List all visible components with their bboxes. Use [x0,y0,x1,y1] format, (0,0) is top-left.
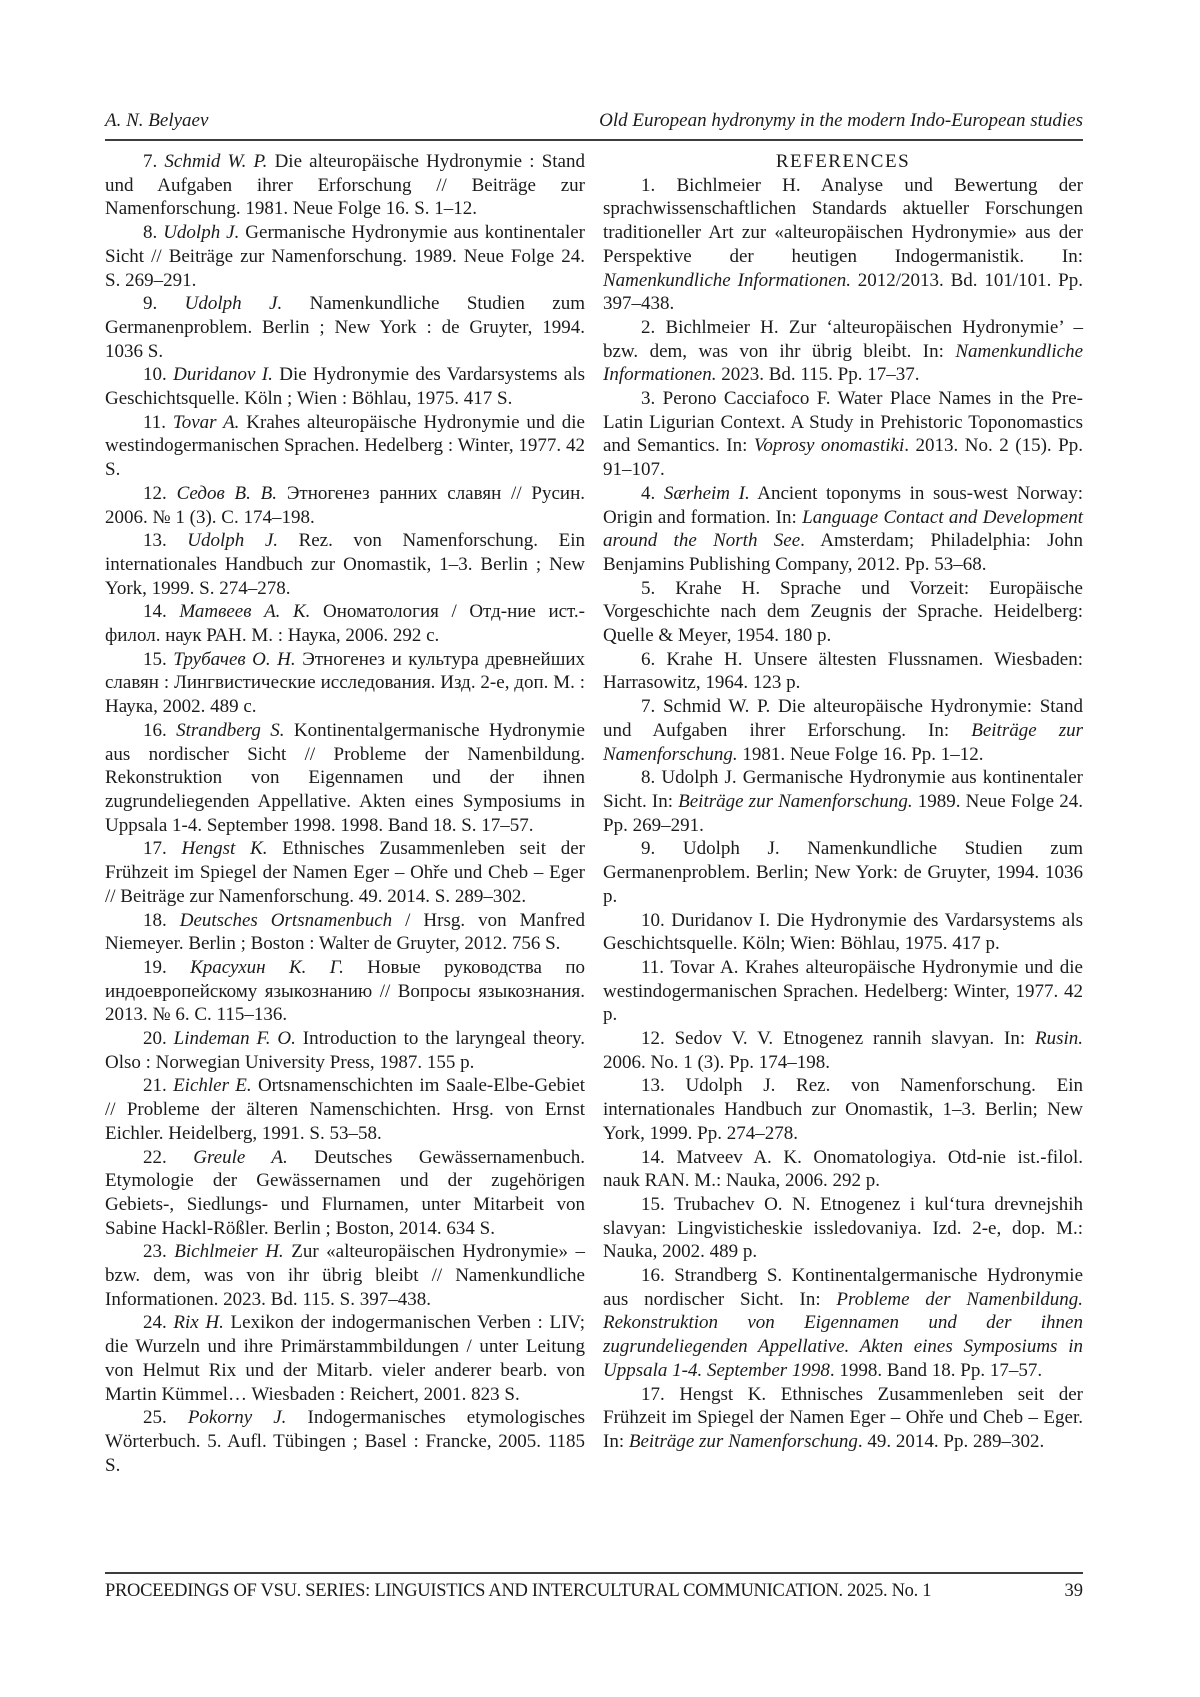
reference-text-segment: . 2013. No. 2 (15). Pp. 91–107. [603,435,1083,481]
reference-item [105,909,585,956]
reference-text-segment: 16. Strandberg S. Kontinentalgermanische Hydronymie aus nordischer Sicht. In: [603,1265,1083,1310]
reference-item [603,837,1083,908]
reference-text-segment: 8. Udolph J. Germanische Hydronymie aus kontinentaler Sicht. In: [603,767,1083,812]
reference-text-segment: . 1998. Band 18. Pp. 17–57. [829,1359,1043,1381]
reference-item [105,411,585,482]
reference-item [603,956,1083,1027]
reference-italic-segment: Udolph J. [187,530,279,552]
reference-italic-segment: Namenkundliche Informationen. [603,269,851,291]
reference-text-segment: Этногенез ранних славян // Русин. 2006. № 1 (3). С. 174–198. [105,482,586,528]
reference-item [603,1193,1083,1264]
reference-text-segment: Новые руководства по индоевропейскому языкознанию // Вопросы языкознания. 2013. № 6. С. 115–136. [105,956,585,1026]
reference-text-segment: 1981. Neue Folge 16. Pp. 1–12. [737,743,984,765]
reference-text-segment: 10. Duridanov I. Die Hydronymie des Vardarsystems als Geschichtsquelle. Köln; Wien: Böhlau, 1975. 417 p. [603,909,1083,955]
reference-text-segment: 5. Krahe H. Sprache und Vorzeit: Europäische Vorgeschichte nach dem Zeugnis der Sprache. Heidelberg: Quelle & Meyer, 1954. 180 p. [603,577,1083,647]
reference-text-segment: 12. [143,482,177,504]
reference-item [603,387,1083,482]
reference-italic-segment: Трубачев О. Н. [173,648,296,670]
reference-item [603,1383,1083,1454]
reference-text-segment: 9. Udolph J. Namenkundliche Studien zum Germanenproblem. Berlin; New York: de Gruyter, 1994. 1036 p. [603,838,1083,907]
reference-item [105,150,585,221]
header-rule [105,139,1083,141]
reference-italic-segment: Pokorny J. [187,1407,287,1429]
reference-text-segment: 7. Schmid W. P. Die alteuropäische Hydronymie: Stand und Aufgaben ihrer Erforschung. In: [603,696,1083,741]
reference-italic-segment: Namenkundliche Informationen. [603,340,1083,386]
reference-italic-segment: Særheim I. [663,482,750,504]
running-header [105,110,1083,132]
reference-text-segment: Ономатология / Отд-ние ист.-филол. наук РАН. М. : Наука, 2006. 292 с. [105,601,585,647]
reference-item [105,956,585,1027]
reference-text-segment: 23. [143,1241,175,1263]
header-article-title: Old European hydronymy in the modern Indo-European studies [599,110,1083,131]
reference-italic-segment: Матвеев А. К. [179,601,311,623]
reference-text-segment: Ancient toponyms in sous-west Norway: Origin and formation. In: [603,482,1083,528]
reference-italic-segment: Красухин К. Г. [190,956,344,978]
reference-italic-segment: Bichlmeier H. [174,1241,284,1263]
reference-text-segment: Germanische Hydronymie aus kontinentaler Sicht // Beiträge zur Namenforschung. 1989. Neue Folge 24. S. 269–291. [105,222,585,291]
reference-italic-segment: Strandberg S. [176,719,285,741]
reference-text-segment: 17. [143,838,182,860]
reference-text-segment: 2. Bichlmeier H. Zur ‘alteuropäischen Hydronymie’ – bzw. dem, was von ihr übrig bleibt. In: [603,316,1083,362]
reference-italic-segment: Beiträge zur Namenforschung. [678,790,913,812]
reference-italic-segment: Rusin. [1034,1028,1083,1050]
reference-text-segment: 22. [143,1146,194,1168]
reference-italic-segment: Lindeman F. O. [173,1028,296,1050]
two-column-body [105,150,1083,1477]
reference-italic-segment: Beiträge zur Namenforschung [628,1430,858,1452]
reference-text-segment: 20. [143,1028,174,1050]
header-author: A. N. Belyaev [105,110,209,131]
reference-item [105,221,585,292]
reference-item [603,1074,1083,1145]
reference-text-segment: 9. [143,293,185,315]
reference-item [603,1027,1083,1074]
footer-rule [105,1572,1083,1574]
reference-item [603,577,1083,648]
reference-text-segment: 1989. Neue Folge 24. Pp. 269–291. [603,790,1083,836]
footer-page-number: 39 [1064,1581,1083,1601]
reference-text-segment: Ethnisches Zusammenleben seit der Frühzeit im Spiegel der Namen Eger – Ohře und Cheb – Eger // Beiträge zur Namenforschung. 49. 2014. S. 289–302. [105,838,586,907]
reference-text-segment: Indogermanisches etymologisches Wörterbuch. 5. Aufl. Tübingen ; Basel : Francke, 2005. 1185 S. [105,1407,585,1476]
reference-item [105,1311,585,1406]
reference-text-segment: 7. [143,151,165,172]
reference-text-segment: . 49. 2014. Pp. 289–302. [857,1430,1045,1452]
reference-italic-segment: Rix H. [173,1312,224,1334]
footer-journal-title: PROCEEDINGS OF VSU. SERIES: LINGUISTICS AND INTERCULTURAL COMMUNICATION. 2025. No. 1 [105,1581,932,1601]
reference-item [603,482,1083,577]
references-column-transliterated [603,150,1083,1477]
reference-text-segment: 2023. Bd. 115. Pp. 17–37. [716,364,920,386]
reference-item [105,1146,585,1241]
reference-text-segment: Introduction to the laryngeal theory. Olso : Norwegian University Press, 1987. 155 p. [105,1028,585,1073]
reference-text-segment: 1. Bichlmeier H. Analyse und Bewertung der sprachwissenschaftlichen Standards aktueller Forschungen traditioneller Art zur «alteuropäischen Hydronymie» aus der Perspektive der heutigen Indogermanistik. In: [603,174,1083,267]
reference-text-segment: 11. [143,411,173,433]
reference-text-segment: 2012/2013. Bd. 101/101. Pp. 397–438. [603,269,1083,315]
references-heading: REFERENCES [775,151,911,172]
reference-text-segment: 4. [641,482,664,504]
reference-text-segment: 18. [143,909,180,931]
reference-italic-segment: Voprosy onomastiki [753,435,905,457]
reference-item [105,482,585,529]
reference-text-segment: 15. Trubachev O. N. Etnogenez i kul‘tura drevnejshih slavyan: Lingvisticheskie issledovaniya. Izd. 2-e, dop. M.: Nauka, 2002. 489 p. [603,1193,1083,1263]
reference-item [105,1027,585,1074]
reference-italic-segment: Eichler E. [173,1075,252,1097]
reference-text-segment: 6. Krahe H. Unsere ältesten Flussnamen. Wiesbaden: Harrasowitz, 1964. 123 p. [603,648,1083,694]
reference-text-segment: Die Hydronymie des Vardarsystems als Geschichtsquelle. Köln ; Wien : Böhlau, 1975. 417 S. [105,364,586,410]
reference-item [603,1264,1083,1383]
reference-item [603,909,1083,956]
reference-text-segment: 3. Perono Cacciafoco F. Water Place Names in the Pre-Latin Ligurian Context. A Study in Prehistoric Toponomastics and Semantics. In: [603,388,1083,457]
reference-item [603,174,1083,316]
reference-text-segment: 11. Tovar A. Krahes alteuropäische Hydronymie und die westindogermanischen Sprachen. Hedelberg: Winter, 1977. 42 p. [603,956,1083,1026]
reference-italic-segment: Greule A. [193,1146,288,1168]
reference-item [105,363,585,410]
reference-item [105,1406,585,1477]
reference-italic-segment: Tovar A. [172,411,240,433]
references-column-russian-standard [105,150,585,1477]
reference-italic-segment: Udolph J. [163,222,240,244]
reference-italic-segment: Schmid W. P. [164,151,268,172]
reference-text-segment: Deutsches Gewässernamenbuch. Etymologie der Gewässernamen und der zugehörigen Gebiets-, Siedlungs- und Flurnamen, unter Mitarbeit von Sabine Hackl-Rößler. Berlin ; Boston, 2014. 634 S. [105,1146,585,1239]
reference-text-segment: 13. Udolph J. Rez. von Namenforschung. Ein internationales Handbuch zur Onomastik, 1–3. Berlin; New York, 1999. Pp. 274–278. [603,1075,1083,1144]
reference-text-segment: Krahes alteuropäische Hydronymie und die westindogermanischen Sprachen. Hedelberg : Winter, 1977. 42 S. [105,411,585,481]
reference-italic-segment: Probleme der Namenbildung. Rekonstruktion von Eigennamen und der ihnen zugrundeliegenden Appellative. Akten eines Symposiums in Uppsala 1-4. September 1998 [603,1288,1084,1381]
running-footer [105,1580,1083,1602]
reference-text-segment: 12. Sedov V. V. Etnogenez rannih slavyan. In: [641,1028,1035,1050]
reference-item [105,1074,585,1145]
reference-text-segment: 13. [143,530,188,552]
reference-text-segment: Этногенез и культура древнейших славян : Лингвистические исследования. Изд. 2-е, доп. М. : Наука, 2002. 489 с. [105,648,585,718]
reference-text-segment: Ortsnamenschichten im Saale-Elbe-Gebiet // Probleme der älteren Namenschichten. Hrsg. von Ernst Eichler. Heidelberg, 1991. S. 53–58. [105,1075,586,1144]
reference-text-segment: 8. [143,222,164,244]
reference-text-segment: 17. Hengst K. Ethnisches Zusammenleben seit der Frühzeit im Spiegel der Namen Eger – Ohře und Cheb – Eger. In: [603,1383,1083,1452]
reference-italic-segment: Седов В. В. [176,482,278,504]
reference-text-segment: Namenkundliche Studien zum Germanenproblem. Berlin ; New York : de Gruyter, 1994. 1036 S. [105,293,586,362]
reference-item [105,648,585,719]
reference-item [603,1146,1083,1193]
reference-text-segment: 2006. No. 1 (3). Pp. 174–198. [603,1051,830,1073]
reference-text-segment: 14. [143,601,180,623]
reference-text-segment: 15. [143,648,174,670]
reference-item [105,529,585,600]
reference-italic-segment: Beiträge zur Namenforschung. [603,719,1083,765]
reference-italic-segment: Duridanov I. [173,364,273,386]
reference-item [603,316,1083,387]
reference-item [603,648,1083,695]
reference-italic-segment: Udolph J. [184,293,283,315]
reference-item [603,766,1083,837]
reference-text-segment: Kontinentalgermanische Hydronymie aus nordischer Sicht // Probleme der Namenbildung. Rekonstruktion von Eigennamen und der ihnen zugrundeliegenden Appellative. Akten eines Symposiums in Uppsala 1-4. September 1998. 1998. Band 18. S. 17–57. [105,719,585,836]
reference-text-segment: 19. [143,956,191,978]
reference-item [105,1240,585,1311]
reference-text-segment: 14. Matveev A. K. Onomatologiya. Otd-nie ist.-filol. nauk RAN. M.: Nauka, 2006. 292 p. [603,1146,1083,1192]
reference-item [603,695,1083,766]
reference-italic-segment: Deutsches Ortsnamenbuch [179,909,393,931]
reference-item [105,600,585,647]
reference-text-segment: / Hrsg. von Manfred Niemeyer. Berlin ; Boston : Walter de Gruyter, 2012. 756 S. [105,909,586,955]
reference-item [105,837,585,908]
reference-text-segment: 21. [143,1075,174,1097]
reference-italic-segment: Hengst K. [181,838,268,860]
reference-text-segment: . Amsterdam; Philadelphia: John Benjamins Publishing Company, 2012. Pp. 53–68. [603,530,1083,575]
reference-text-segment: 16. [143,719,177,741]
reference-italic-segment: Language Contact and Development around the North See [603,506,1083,552]
reference-text-segment: Zur «alteuropäischen Hydronymie» – bzw. dem, was von ihr übrig bleibt // Namenkundliche Informationen. 2023. Bd. 115. S. 397–438. [105,1241,586,1310]
reference-text-segment: Die alteuropäische Hydronymie : Stand und Aufgaben ihrer Erforschung // Beiträge zur Namenforschung. 1981. Neue Folge 16. S. 1–12. [105,151,585,220]
reference-item [105,292,585,363]
reference-text-segment: Lexikon der indogermanischen Verben : LIV; die Wurzeln und ihre Primärstammbildungen / unter Leitung von Helmut Rix und der Mitarb. vieler anderer bearb. von Martin Kümmel… Wiesbaden : Reichert, 2001. 823 S. [105,1312,585,1405]
reference-text-segment: Rez. von Namenforschung. Ein internationales Handbuch zur Onomastik, 1–3. Berlin ; New York, 1999. S. 274–278. [105,530,585,599]
reference-item [105,719,585,838]
reference-text-segment: 24. [143,1312,174,1334]
reference-text-segment: 10. [143,364,174,386]
reference-text-segment: 25. [143,1407,188,1429]
